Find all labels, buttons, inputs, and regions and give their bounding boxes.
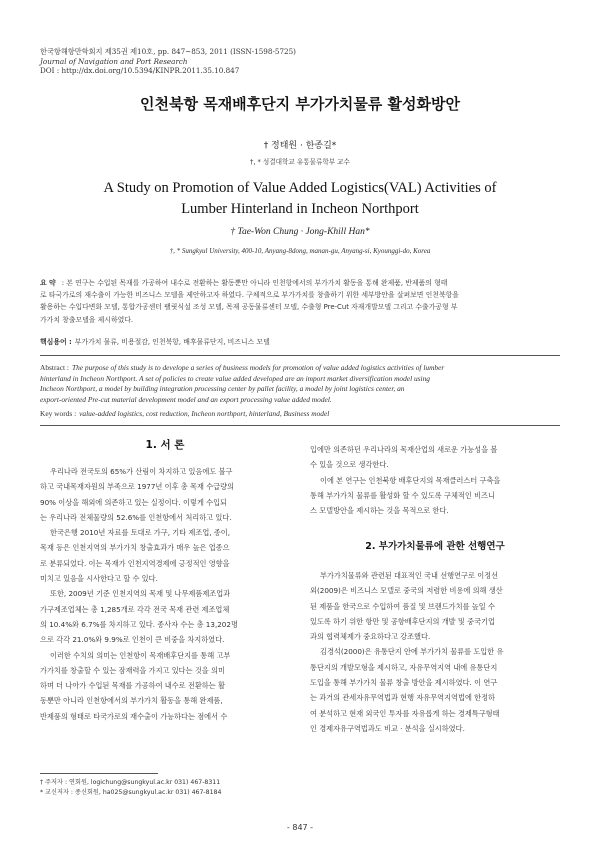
left-column-body	[40, 464, 290, 724]
abstract-en-line	[40, 363, 560, 374]
keywords-ko	[40, 336, 560, 346]
body-line: 부가가치물류와 관련된 대표적인 국내 선행연구로 이정선	[320, 571, 499, 580]
body-line: 는 과거의 관세자유무역법과 현행 자유무역지역법에 한정하	[310, 693, 496, 703]
body-line: 가가치를 창출할 수 있는 잠재력을 가지고 있다는 것을 의미	[40, 665, 225, 675]
abstract-en-line: export-oriented Pre-cut material development model and an export processing value added model.	[40, 394, 332, 404]
body-line: 된 제품을 한국으로 수입하여 품질 및 브랜드가치를 높일 수	[310, 601, 495, 611]
abstract-en-label: Abstract :	[40, 363, 69, 372]
footnote-divider	[40, 773, 158, 774]
body-line: 하고 국내목재자원의 부족으로 1977년 이후 총 목재 수급량의	[40, 482, 234, 492]
body-line: 으로 각각 21.0%와 9.9%로 인천이 큰 비중을 차지하였다.	[40, 635, 225, 645]
body-line: 스 모델방안을 제시하는 것을 목적으로 한다.	[310, 506, 449, 516]
body-line: 입에만 의존하던 우리나라의 목재산업의 새로운 가능성을 볼	[310, 445, 498, 454]
abstract-en	[40, 363, 560, 405]
body-line: 통해 부가가치 물류를 활성화 할 수 있도록 구체적인 비즈니	[310, 490, 495, 500]
title-en-line: Lumber Hinterland in Incheon Northport	[181, 201, 419, 217]
body-line: 의 10.4%와 6.7%를 차지하고 있다. 종사자 수는 총 13,202명	[40, 619, 238, 629]
body-line: 이에 본 연구는 인천북항 배후단지의 목재클러스터 구축을	[320, 475, 501, 485]
abstract-ko-line: 로 타국가로의 재수출이 가능한 비즈니스 모델을 제안하고자 하였다. 구체적으로 부가가치를 창출하기 위한 세부방안을 살펴보면 인천북항을	[40, 291, 459, 300]
body-line: 수 있을 것으로 생각한다.	[310, 460, 389, 470]
body-line: 미치고 있음을 시사한다고 할 수 있다.	[40, 574, 158, 584]
doi-link[interactable]: DOI : http://dx.doi.org/10.5394/KINPR.2011.35.10.847	[40, 66, 240, 75]
section-heading-prior-research: 2. 부가가치물류에 관한 선행연구	[365, 541, 505, 552]
keywords-en-label: Key words :	[40, 409, 77, 418]
keywords-en	[40, 409, 560, 418]
keywords-en-text: value-added logistics, cost reduction, Incheon northport, hinterland, Business model	[79, 409, 330, 418]
divider	[40, 425, 560, 426]
journal-header	[40, 47, 296, 76]
abstract-en-line: hinterland in Incheon Northport. A set of policies to create value added developed are an import market diversification model using	[40, 373, 430, 383]
right-column-body-top	[310, 442, 560, 518]
paper-title-ko: 인천북항 목재배후단지 부가가치물류 활성화방안	[140, 95, 460, 113]
abstract-ko-line: 가가치 창출모델을 제시하였다.	[40, 315, 134, 324]
title-en-line: A Study on Promotion of Value Added Logistics(VAL) Activities of	[103, 180, 497, 196]
body-line: 한국은행 2010년 자료를 토대로 가구, 기타 제조업, 종이,	[50, 528, 231, 538]
paper-title-en	[0, 178, 600, 220]
keywords-ko-label: 핵심용어 :	[40, 338, 72, 346]
body-line: 는 우리나라 전체물량의 52.6%를 인천항에서 처리하고 있다.	[40, 512, 232, 522]
abstract-ko-line	[40, 277, 560, 289]
footnote-main-author: † 주저자 : 연회원, logichung@sungkyul.ac.kr 031) 467-8311	[40, 779, 221, 786]
abstract-ko-text: : 본 연구는 수입된 목재를 가공하여 내수로 전환하는 활동뿐만 아니라 인천항에서의 부가가치 활동을 통해 완제품, 반제품의 형태	[61, 279, 448, 287]
right-column-body-bottom	[310, 568, 560, 736]
page-number: - 847 -	[286, 823, 314, 832]
body-line: 하며 더 나아가 수입된 목재를 가공하여 내수로 전환하는 활	[40, 681, 225, 691]
footnotes	[40, 778, 221, 798]
footnote-corresponding-author: * 교신저자 : 종신회원, ha025@sungkyul.ac.kr 031) 467-8184	[40, 789, 222, 796]
abstract-en-text: The purpose of this study is to develope a series of business models for promotion of value added logistics activities of lumber	[71, 363, 445, 372]
keywords-ko-text: 부가가치 물류, 비용절감, 인천북항, 배후물류단지, 비즈니스 모델	[74, 338, 270, 346]
authors-ko: † 정태원 · 한종길*	[263, 141, 337, 151]
body-line: 반제품의 형태로 타국가로의 재수출이 가능하다는 점에서 수	[40, 711, 228, 721]
body-line: 통단지의 개발모형을 제시하고, 자유무역지역 내에 유통단지	[310, 662, 498, 672]
affiliation-ko: †, * 성결대학교 유통물류학부 교수	[250, 158, 350, 166]
body-line: 인 경제자유구역법과도 비교 · 분석을 실시하였다.	[310, 723, 465, 733]
body-line: 우리나라 전국토의 65%가 산림이 차지하고 있음에도 불구	[50, 467, 233, 476]
body-line: 가구제조업체는 총 1,285개로 각각 전국 목재 관련 제조업체	[40, 604, 230, 614]
body-line: 외(2009)은 비즈니스 모델로 중국의 저렴한 비용에 의해 생산	[310, 586, 503, 596]
body-line: 김경석(2000)은 유통단지 안에 부가가치 물류를 도입한 유	[320, 647, 504, 657]
body-line: 도입을 통해 부가가치 물류 창출 방안을 제시하였다. 이 연구	[310, 678, 498, 688]
abstract-ko-line: 활용하는 수입다변화 모델, 통합가공센터 팰릿식설 조성 모델, 목재 공동물류센터 모델, 수출형 Pre-Cut 자재개발모델 그리고 수출가공형 부	[40, 303, 458, 312]
body-line: 과의 협력체제가 중요하다고 강조했다.	[310, 632, 431, 642]
journal-name-en: Journal of Navigation and Port Research	[40, 56, 188, 66]
body-line: 목재 등은 인천지역의 부가가치 창출효과가 매우 높은 업종으	[40, 543, 230, 553]
body-line: 로 분류되었다. 이는 목재가 인천지역경제에 긍정적인 영향을	[40, 558, 230, 568]
authors-en: † Tae-Won Chung · Jong-Khill Han*	[230, 227, 370, 237]
affiliation-en: †, * Sungkyul University, 400-10, Anyang-8dong, manan-gu, Anyang-si, Kyounggi-do, Korea	[169, 247, 431, 255]
body-line: 있도록 하기 위한 항만 및 공항배후단지의 개발 및 중국기업	[310, 616, 495, 626]
divider	[40, 355, 560, 356]
journal-info-ko: 한국항해항만학회지 제35권 제10호, pp. 847~853, 2011 (ISSN-1598-5725)	[40, 47, 296, 56]
abstract-en-line: Incheon Northport, a model by building integration processing center by pallet facility, a model by joint logistics center, an	[40, 384, 405, 394]
body-line: 90% 이상을 해외에 의존하고 있는 실정이다. 이렇게 수입되	[40, 497, 228, 507]
body-line: 동뿐만 아니라 인천항에서의 부가가치 활동을 통해 완제품,	[40, 696, 223, 706]
body-line: 여 분석하고 현재 외국인 투자를 자유롭게 하는 경제특구형태	[310, 708, 500, 718]
body-line: 이러한 수치의 의미는 인천항이 목재배후단지를 통해 고부	[50, 650, 231, 660]
body-line: 또한, 2009년 기준 인천지역의 목재 및 나무제품제조업과	[50, 589, 231, 599]
abstract-ko-label: 요 약	[40, 279, 56, 287]
abstract-ko	[40, 277, 560, 326]
section-heading-introduction: 1. 서 론	[145, 439, 185, 451]
